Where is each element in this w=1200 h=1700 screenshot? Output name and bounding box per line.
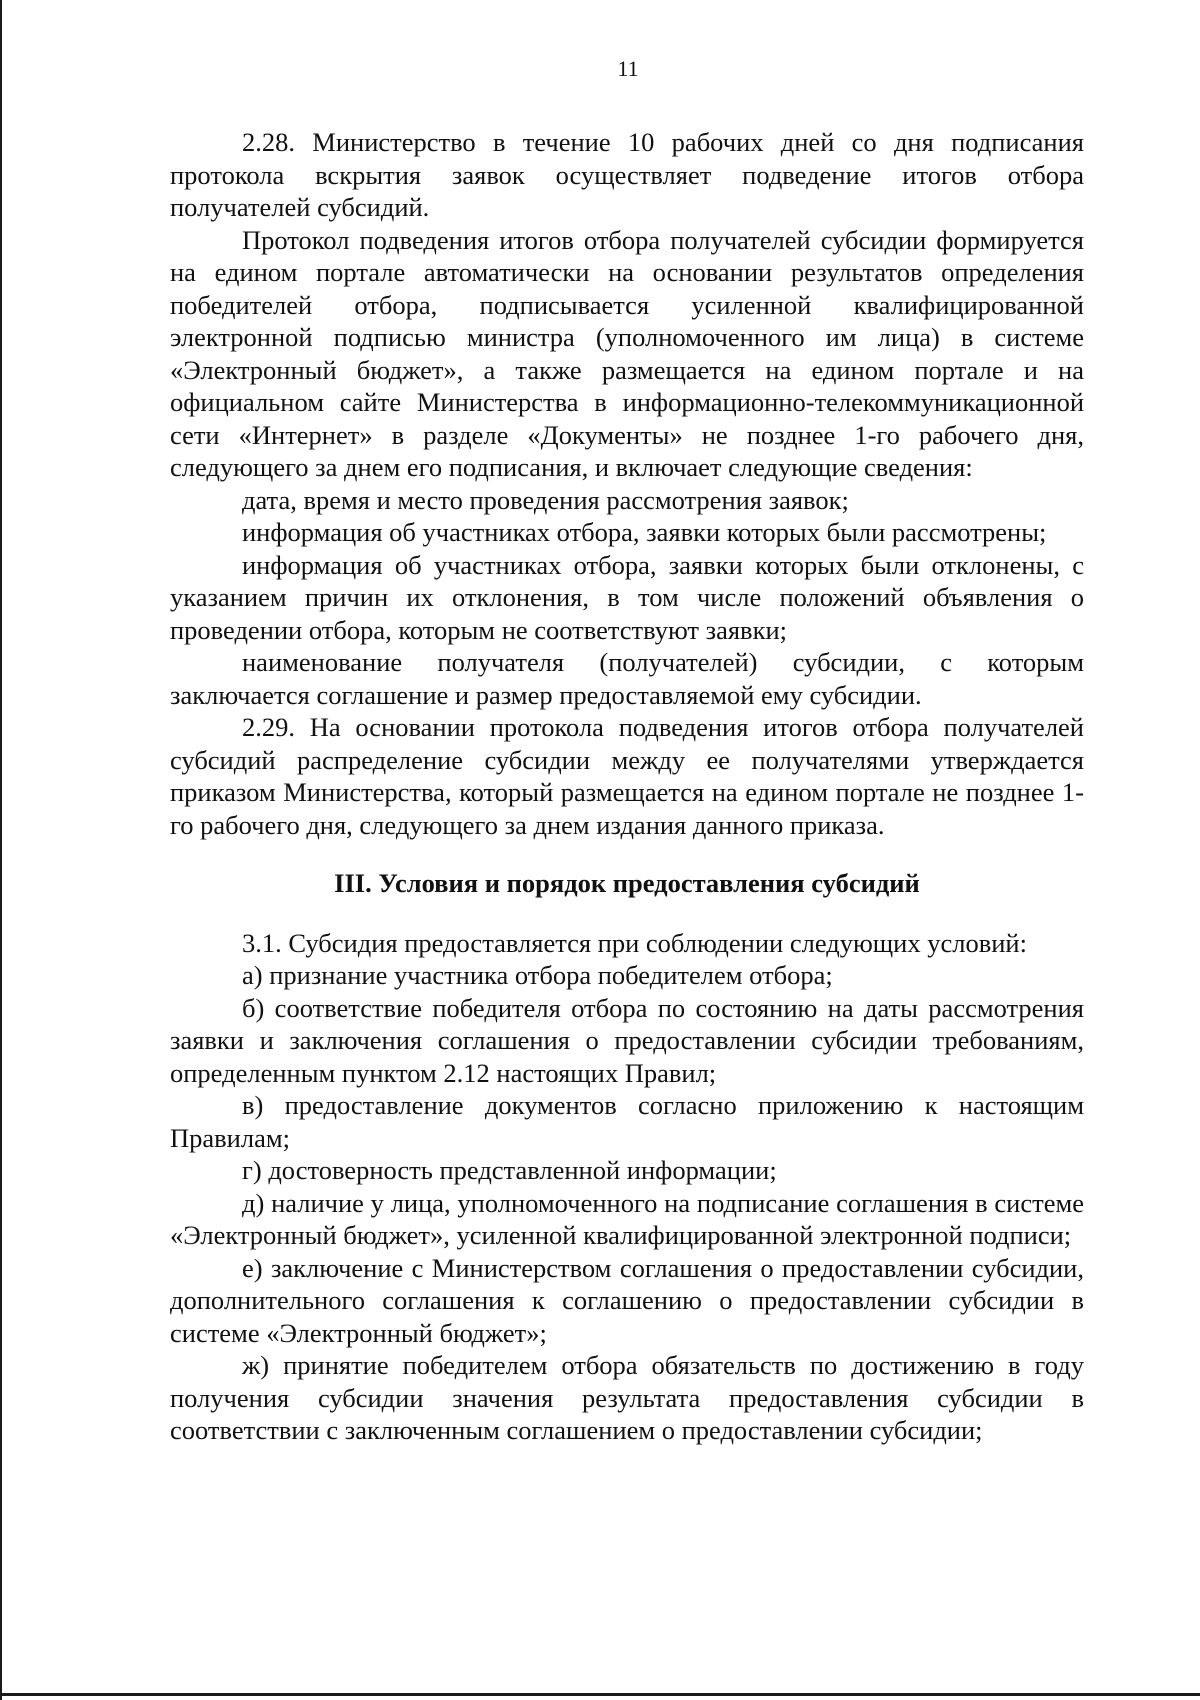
condition-g: г) достоверность представленной информации; <box>242 1155 777 1185</box>
list-item-date: дата, время и место проведения рассмотрения заявок; <box>242 484 849 515</box>
paragraph-2-29: 2.29. На основании протокола подведения итогов отбора получателей субсидий распределение субсидии между ее получателями утверждается приказом Министерства, который размещается на едином портале не позднее 1-го рабочего дня, следующего за днем издания данного приказа. <box>170 712 1084 840</box>
condition-a: а) признание участника отбора победителем отбора; <box>242 960 833 990</box>
section-heading: III. Условия и порядок предоставления субсидий <box>334 868 920 898</box>
list-item-considered: информация об участниках отбора, заявки которых были рассмотрены; <box>242 517 1047 547</box>
paragraph-2-28: 2.28. Министерство в течение 10 рабочих дней со дня подписания протокола вскрытия заявок осуществляет подведение итогов отбора получателей субсидий. <box>170 127 1084 222</box>
paragraph-protocol: Протокол подведения итогов отбора получателей субсидии формируется на едином портале автоматически на основании результатов определения победителей отбора, подписывается усиленной квалифицированной электронной подписью министра (уполномоченного им лица) в системе «Электронный бюджет», а также размещается на едином портале и на официальном сайте Министерства в информационно-телекоммуникационной сети «Интернет» в разделе «Документы» не позднее 1-го рабочего дня, следующего за днем его подписания, и включает следующие сведения: <box>170 224 1084 482</box>
condition-b: б) соответствие победителя отбора по состоянию на даты рассмотрения заявки и заключения соглашения о предоставлении субсидии требованиям, определенным пунктом 2.12 настоящих Правил; <box>170 992 1084 1088</box>
condition-v: в) предоставление документов согласно приложению к настоящим Правилам; <box>170 1090 1084 1153</box>
list-item-recipient: наименование получателя (получателей) субсидии, с которым заключается соглашение и размер предоставляемой ему субсидии. <box>170 647 1084 710</box>
list-item-rejected: информация об участниках отбора, заявки которых были отклонены, с указанием причин их отклонения, в том числе положений объявления о проведении отбора, которым не соответствуют заявки; <box>170 549 1084 645</box>
condition-zh: ж) принятие победителем отбора обязательств по достижению в году получения субсидии значения результата предоставления субсидии в соответствии с заключенным соглашением о предоставлении субсидии; <box>170 1350 1084 1445</box>
document-body <box>170 126 1084 1447</box>
condition-e: е) заключение с Министерством соглашения о предоставлении субсидии, дополнительного соглашения к соглашению о предоставлении субсидии в системе «Электронный бюджет»; <box>170 1252 1084 1348</box>
paragraph-3-1: 3.1. Субсидия предоставляется при соблюдении следующих условий: <box>242 927 1027 958</box>
condition-d: д) наличие у лица, уполномоченного на подписание соглашения в системе «Электронный бюджет», усиленной квалифицированной электронной подписи; <box>170 1187 1084 1250</box>
scan-edge-left <box>0 0 2 1700</box>
scan-edge-bottom <box>0 1693 1200 1696</box>
page-number: 11 <box>617 56 639 81</box>
